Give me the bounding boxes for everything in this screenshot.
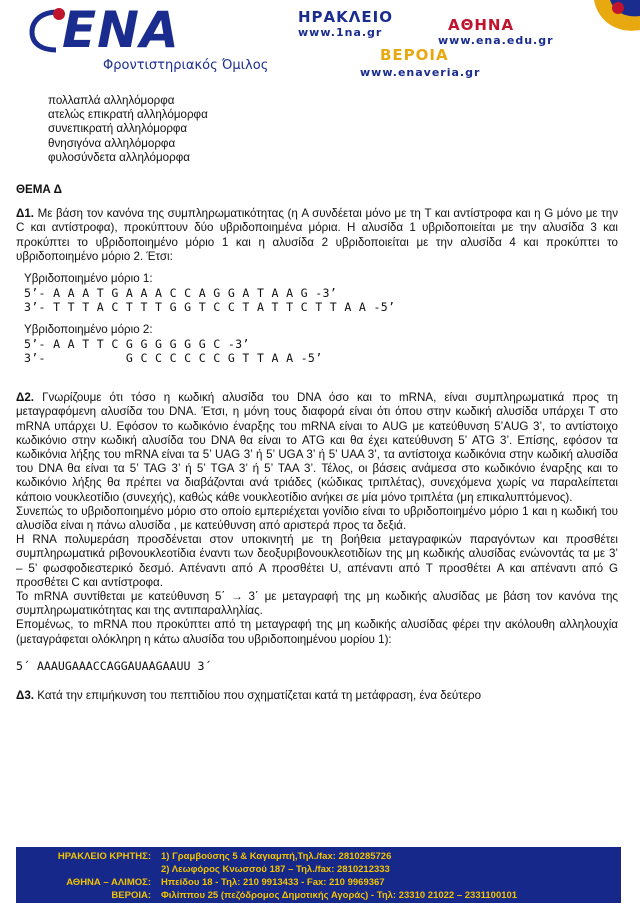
d1-text: Με βάση τον κανόνα της συμπληρωματικότητας (η A συνδέεται μόνο με τη T και αντίστροφα και η G μόνο με την C και αντίστροφα), προκύπτουν δύο υβριδοποιημένα μόρια. Η αλυσίδα 1 υβριδοποιείται με την αλυσίδα 3 και προκύπτει το υβριδοποιημένο μόριο 1 και η αλυσίδα 2 υβριδοποιείται με την αλυσίδα 4 και προκύπτει το υβριδοποιημένο μόριο 2. Έτσι: [16,207,618,263]
allele-list [48,94,618,165]
list-item: πολλαπλά αλληλόμορφα [48,94,175,107]
footer-value: Φιλίππου 25 (πεζόδρομος Δημοτικής Αγοράς) - Τηλ: 23310 21022 – 2331100101 [161,890,518,901]
logo-text: ENA [62,1,180,59]
footer-label: ΑΘΗΝΑ – ΑΛΙΜΟΣ: [66,877,151,888]
list-item: συνεπικρατή αλληλόμορφα [48,122,188,136]
decorative-swirl-icon [580,0,640,88]
logo-subtitle: Φροντιστηριακός Όμιλος [103,58,269,73]
d3-text: Κατά την επιμήκυνση του πεπτιδίου που σχηματίζεται κατά τη μετάφραση, ένα δεύτερο [37,689,482,703]
d2-paragraph [16,391,618,505]
question-label: Δ2. [16,391,35,405]
page-footer [16,847,621,903]
footer-row [16,864,621,876]
molecule2-sequences [24,337,618,365]
molecule2-label: Υβριδοποιημένο μόριο 2: [24,322,153,336]
heraklion-url[interactable]: www.1na.gr [298,26,383,39]
footer-value: 1) Γραμβούσης 5 & Καγιαμπή,Τηλ./fax: 2810285726 [161,851,392,862]
footer-row [16,890,621,902]
athens-label: ΑΘΗΝΑ [448,16,515,34]
heraklion-label: ΗΡΑΚΛΕΙΟ [298,8,393,26]
list-item: φυλοσύνδετα αλληλόμορφα [48,150,190,164]
athens-url[interactable]: www.ena.edu.gr [438,34,554,47]
molecule1-sequences [24,286,618,314]
molecule2-top-strand: 5’- A A T T C G G G G G G C -3’ [24,336,250,351]
footer-label: ΗΡΑΚΛΕΙΟ ΚΡΗΤΗΣ: [57,851,151,862]
d2-text-4: Το mRNA συντίθεται με κατεύθυνση 5΄ → 3΄ με μεταγραφή της μη κωδικής αλυσίδας με βάση τον κανόνα της συμπληρωματικότητας και της αντιπαραλληλίας. [16,590,618,618]
veria-label: ΒΕΡΟΙΑ [380,46,449,64]
mrna-sequence: 5΄ AAAUGAAACCAGGAUAAGAAUU 3΄ [16,658,212,673]
footer-value: 2) Λεωφόρος Κνωσσού 187 – Τηλ./fax: 2810212333 [161,864,390,875]
molecule1-top-strand: 5’- A A A T G A A A C C A G G A T A A G -3’ [24,286,338,301]
section-title: ΘΕΜΑ Δ [16,182,62,196]
molecule1-label: Υβριδοποιημένο μόριο 1: [24,271,153,285]
footer-label: ΒΕΡΟΙΑ: [111,890,151,901]
document-body [16,94,618,703]
footer-value: Ηπείδου 18 - Τηλ: 210 9913433 - Fax: 210 9969367 [161,877,385,888]
d2-text-2: Συνεπώς το υβριδοποιημένο μόριο στο οποίο εμπεριέχεται γονίδιο είναι το υβριδοποιημένο μόριο 1 και η κωδική του αλυσίδα είναι η πάνω αλυσίδα , με κατεύθυνση από αριστερά προς τα δεξιά. [16,504,618,532]
molecule2-bottom-strand: 3’- G C C C C C C G T T A A -5’ [24,350,323,365]
question-label: Δ3. [16,689,35,703]
veria-url[interactable]: www.enaveria.gr [360,66,481,79]
footer-row [16,851,621,863]
d2-text: Γνωρίζουμε ότι τόσο η κωδική αλυσίδα του DNA όσο και το mRNA, είναι συμπληρωματικά προς τη μεταγραφόμενη αλυσίδα του DNA. Έτσι, η μόνη τους διαφορά είναι ότι όπου στην κωδική αλυσίδα υπάρχει Τ στο mRNA υπάρχει U. Εφόσον το κωδικόνιο έναρξης του mRNA είναι το AUG με κατεύθυνση 5’AUG 3’, το αντίστοιχο κωδικόνιο στην κωδική αλυσίδα του DNA θα είναι το ATG και θα έχει κατεύθυνση 5’ ATG 3’. Επίσης, εφόσον τα κωδικόνια λήξης του mRNA είναι τα 5’ UAG 3’ ή 5’ UGA 3’ ή 5’ UAA 3’, τα αντίστοιχα κωδικόνια στην κωδική αλυσίδα του DNA θα είναι τα 5’ TAG 3’ ή 5’ TGA 3’ ή 5’ TAA 3’. Τέλος, οι βάσεις ανάμεσα στο κωδικόνιο έναρξης και το κωδικόνιο λήξης θα πρέπει να διαβάζονται ανά τριάδες (κώδικας τριπλέτας), συνεχόμενα χωρίς να παραλείπεται κάποιο νουκλεοτίδιο (συνεχής), καθώς κάθε νουκλεοτίδιο ανήκει σε μία μόνο τριπλέτα (μη επικαλυπτόμενος). [16,391,618,504]
page-header [0,0,640,88]
molecule1-bottom-strand: 3’- T T T A C T T T G G T C C T A T T C T T A A -5’ [24,300,396,315]
list-item: ατελώς επικρατή αλληλόμορφα [48,108,208,122]
list-item: θνησιγόνα αλληλόμορφα [48,136,176,150]
d2-text-3: Η RNA πολυμεράση προσδένεται στον υποκινητή με τη βοήθεια μεταγραφικών παραγόντων και προσθέτει συμπληρωματικά ριβονουκλεοτίδια έναντι των δεοξυριβονουκλεοτιδίων της μη κωδικής αλυσίδας ενώνοντάς τα με 3’ – 5’ φωσφοδιεστερικό δεσμό. Απέναντι από A προσθέτει U, απέναντι από T προσθέτει A και απέναντι από G προσθέτει C και αντίστροφα. [16,533,618,589]
d3-paragraph [16,689,618,703]
question-label: Δ1. [16,207,35,221]
d2-text-5: Επομένως, το mRNA που προκύπτει από τη μεταγραφή της μη κωδικής αλυσίδας φέρει την ακόλουθη αλληλουχία (μεταγράφεται ολόκληρη η κάτω αλυσίδα του υβριδοποιημένου μορίου 1): [16,618,618,646]
footer-row [16,877,621,889]
d1-paragraph [16,207,618,264]
